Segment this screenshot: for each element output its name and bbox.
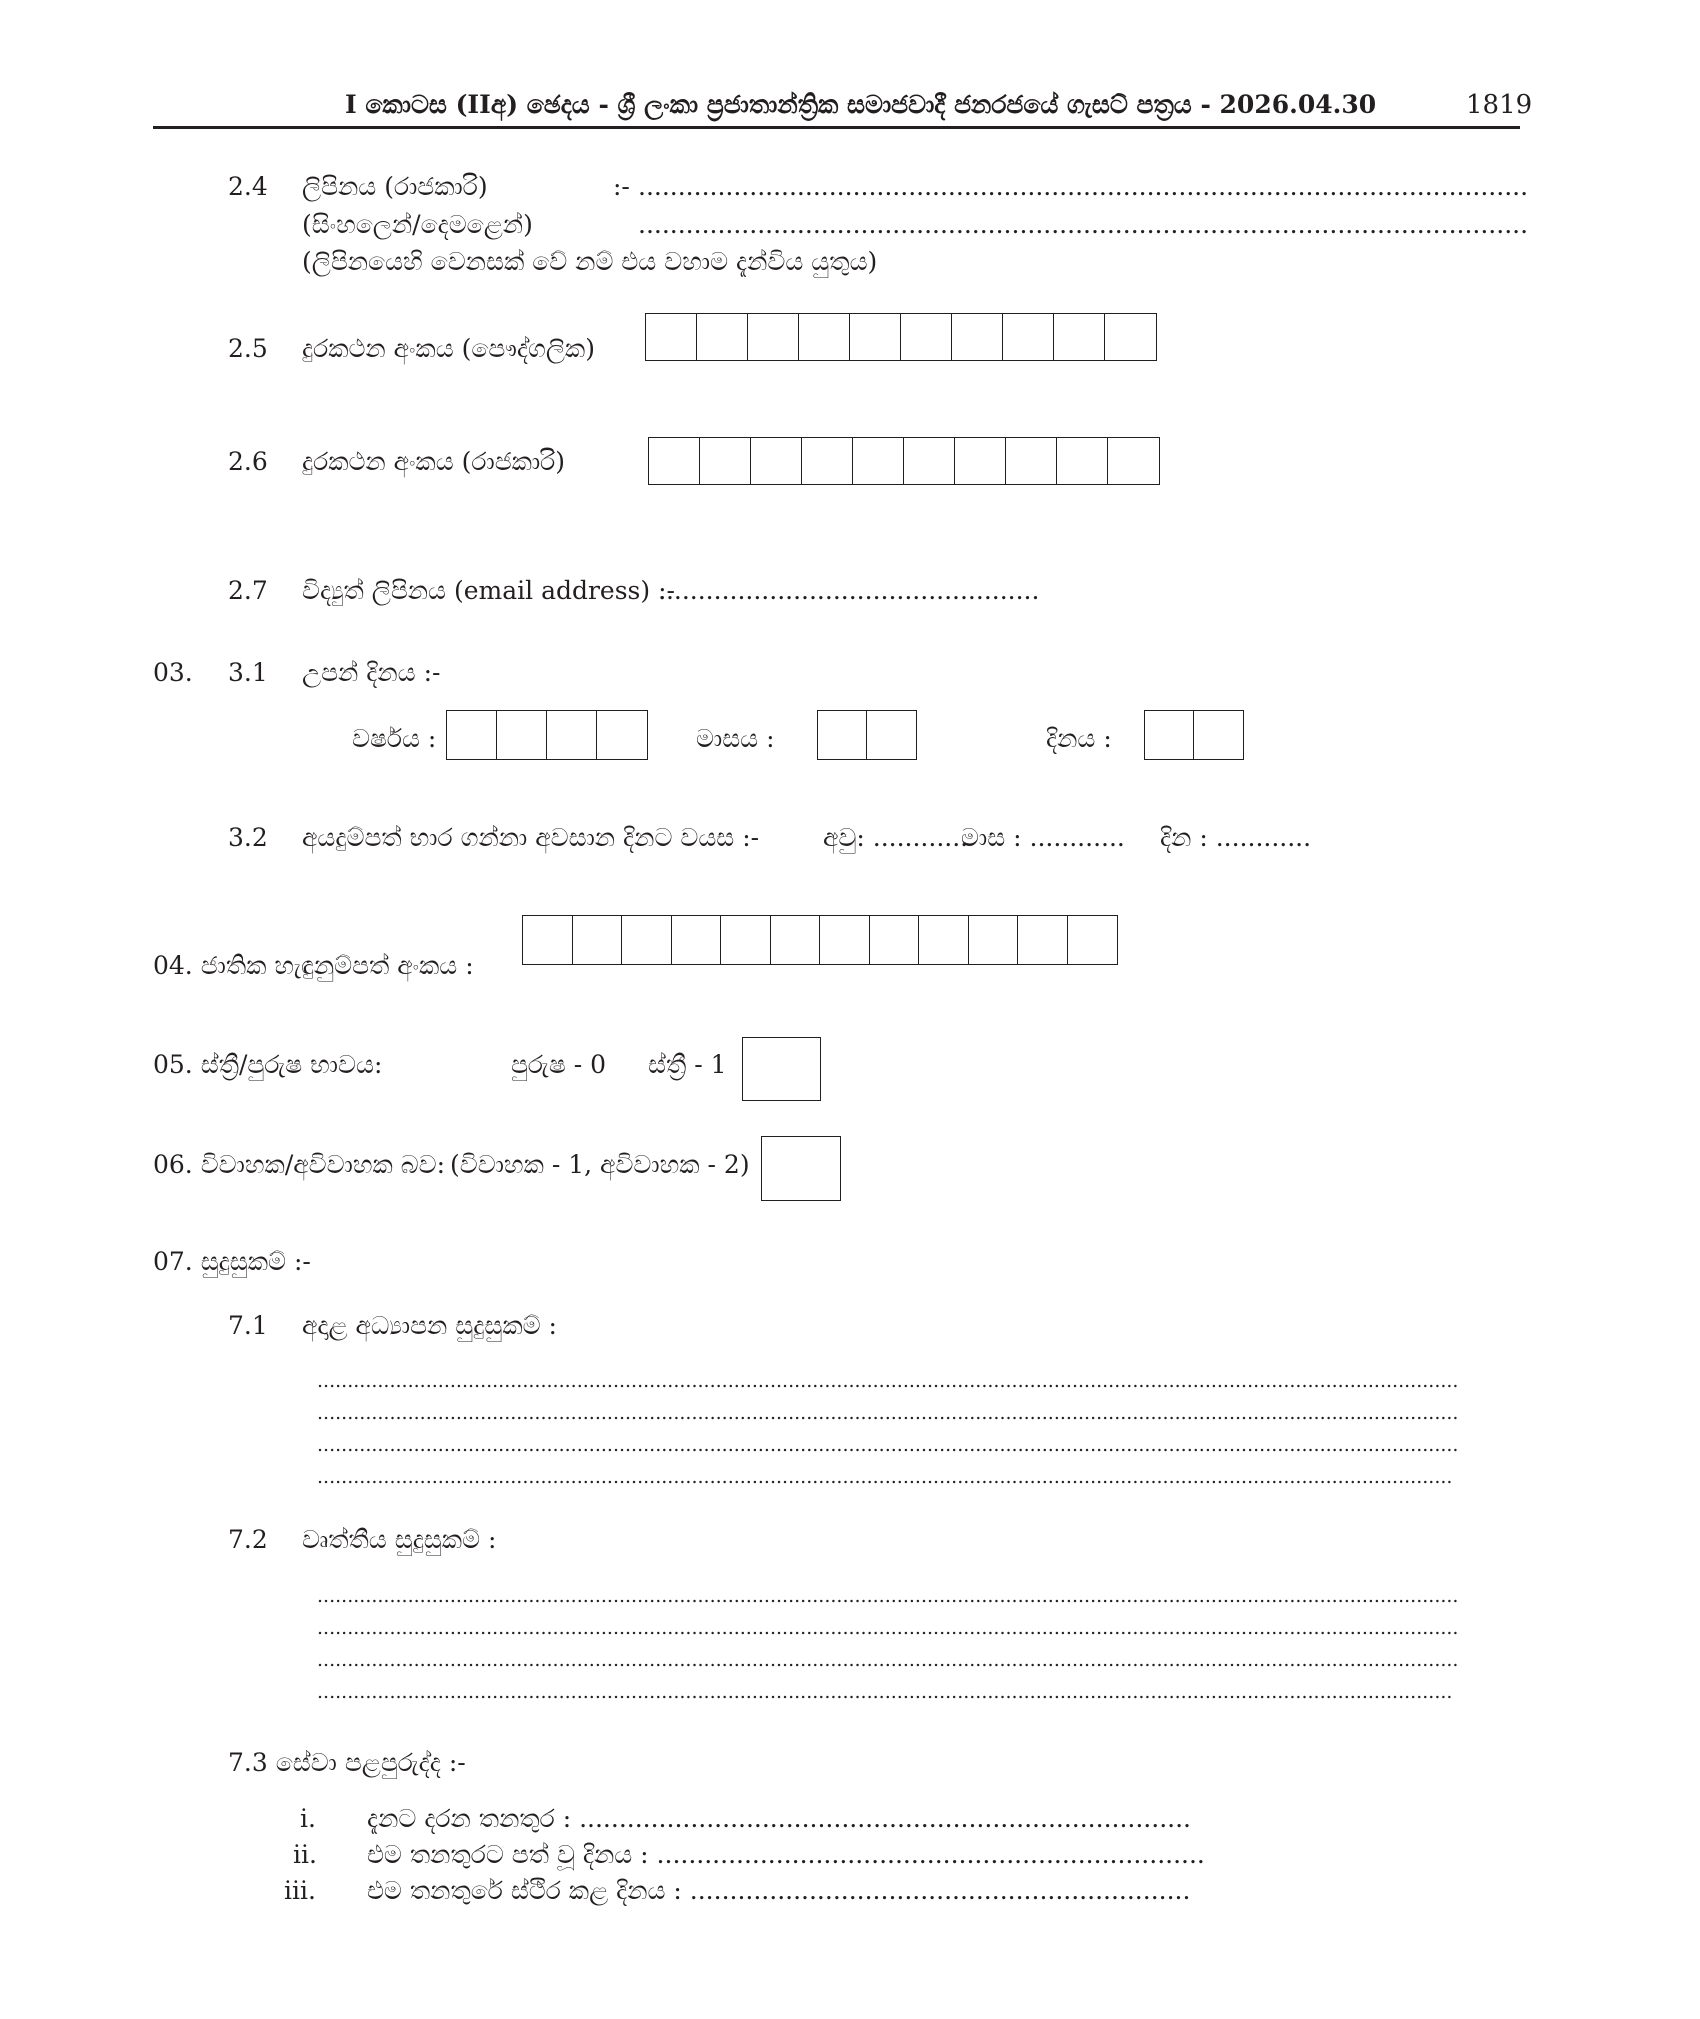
digit-box[interactable] — [799, 314, 850, 360]
digit-box[interactable] — [597, 711, 647, 759]
age-label: අයදුම්පත් භාර ගන්නා අවසාන දිනට වයස :- — [302, 823, 760, 852]
digit-box[interactable] — [850, 314, 901, 360]
digit-box[interactable] — [1018, 916, 1068, 964]
address-change-note: (ලිපිනයෙහි වෙනසක් වේ නම් එය වහාම දැන්විය යුතුය) — [302, 247, 878, 276]
appointment-date-field[interactable]: එම තනතුරට පත් වූ දිනය : ..................................................................... — [367, 1840, 1205, 1869]
day-label: දිනය : — [1046, 724, 1112, 753]
digit-box[interactable] — [1057, 438, 1108, 484]
marital-status-label: 06. විවාහක/අවිවාහක බව: — [153, 1150, 446, 1179]
section-7-2-number: 7.2 — [228, 1525, 268, 1554]
address-separator: :- — [613, 172, 630, 201]
digit-box[interactable] — [547, 711, 597, 759]
confirmation-date-field[interactable]: එම තනතුරේ ස්ථිර කළ දිනය : ............................................................... — [367, 1876, 1191, 1905]
month-boxes[interactable] — [817, 710, 917, 760]
office-phone-boxes[interactable] — [648, 437, 1160, 485]
digit-box[interactable] — [802, 438, 853, 484]
digit-box[interactable] — [1108, 438, 1159, 484]
year-boxes[interactable] — [446, 710, 648, 760]
professional-qualifications-label: වෘත්තීය සුදුසුකම් : — [302, 1525, 497, 1554]
digit-box[interactable] — [1006, 438, 1057, 484]
digit-box[interactable] — [955, 438, 1006, 484]
digit-box[interactable] — [952, 314, 1003, 360]
education-line[interactable]: ............................................................................................................................................................................................ — [317, 1466, 1453, 1488]
gender-label: 05. ස්ත්‍රී/පුරුෂ භාවය: — [153, 1050, 383, 1079]
office-phone-label: දුරකථන අංකය (රාජකාරි) — [302, 447, 566, 476]
header-rule — [153, 126, 1520, 129]
year-label: වර්ෂය : — [352, 724, 437, 753]
digit-box[interactable] — [672, 916, 722, 964]
item-roman-numeral: ii. — [293, 1840, 317, 1869]
gender-male-option: පුරුෂ - 0 — [511, 1050, 606, 1079]
address-language-label: (සිංහලෙන්/දෙමළෙන්) — [302, 210, 533, 239]
digit-box[interactable] — [1003, 314, 1054, 360]
personal-phone-label: දුරකථන අංකය (පෞද්ගලික) — [302, 334, 595, 363]
digit-box[interactable] — [818, 711, 867, 759]
digit-box[interactable] — [523, 916, 573, 964]
digit-box[interactable] — [820, 916, 870, 964]
current-post-field[interactable]: දැනට දරන තනතුර : ............................................................................. — [367, 1804, 1191, 1833]
digit-box[interactable] — [1145, 711, 1194, 759]
section-2-6-number: 2.6 — [228, 447, 268, 476]
education-line[interactable]: ............................................................................................................................................................................................. — [317, 1370, 1459, 1392]
section-2-5-number: 2.5 — [228, 334, 268, 363]
digit-box[interactable] — [853, 438, 904, 484]
professional-line[interactable]: ............................................................................................................................................................................................. — [317, 1649, 1459, 1671]
section-3-number: 03. — [153, 658, 193, 687]
digit-box[interactable] — [1068, 916, 1118, 964]
professional-line[interactable]: ............................................................................................................................................................................................. — [317, 1617, 1459, 1639]
digit-box[interactable] — [622, 916, 672, 964]
digit-box[interactable] — [867, 711, 916, 759]
email-field[interactable]: ................................................ — [658, 576, 1040, 605]
digit-box[interactable] — [649, 438, 700, 484]
month-label: මාසය : — [696, 724, 775, 753]
personal-phone-boxes[interactable] — [645, 313, 1157, 361]
nic-boxes[interactable] — [522, 915, 1118, 965]
education-line[interactable]: ............................................................................................................................................................................................. — [317, 1434, 1459, 1456]
day-boxes[interactable] — [1144, 710, 1244, 760]
gender-box[interactable] — [742, 1037, 821, 1101]
professional-line[interactable]: ............................................................................................................................................................................................. — [317, 1585, 1459, 1607]
digit-box[interactable] — [771, 916, 821, 964]
section-3-2-number: 3.2 — [228, 823, 268, 852]
digit-box[interactable] — [969, 916, 1019, 964]
address-line-2[interactable]: ................................................................................................................ — [638, 210, 1529, 239]
digit-box[interactable] — [700, 438, 751, 484]
digit-box[interactable] — [497, 711, 547, 759]
gazette-header-title: I කොටස (IIඅ) ඡෙදය - ශ්‍රී ලංකා ප්‍රජාතාන්ත්‍රික සමාජවාදී ජනරජයේ ගැසට් පත්‍රය - 2026.04.30 — [345, 90, 1377, 119]
digit-box[interactable] — [447, 711, 497, 759]
education-line[interactable]: ............................................................................................................................................................................................. — [317, 1402, 1459, 1424]
qualifications-heading: 07. සුදුසුකම් :- — [153, 1247, 311, 1276]
item-roman-numeral: i. — [300, 1804, 316, 1833]
digit-box[interactable] — [721, 916, 771, 964]
digit-box[interactable] — [1105, 314, 1156, 360]
digit-box[interactable] — [697, 314, 748, 360]
marital-status-box[interactable] — [761, 1136, 841, 1201]
professional-line[interactable]: ............................................................................................................................................................................................ — [317, 1681, 1453, 1703]
birth-date-label: උපන් දිනය :- — [302, 658, 441, 687]
digit-box[interactable] — [1054, 314, 1105, 360]
digit-box[interactable] — [748, 314, 799, 360]
digit-box[interactable] — [646, 314, 697, 360]
nic-label: 04. ජාතික හැඳුනුම්පත් අංකය : — [153, 951, 474, 980]
digit-box[interactable] — [1194, 711, 1243, 759]
marital-status-options: (විවාහක - 1, අවිවාහක - 2) — [450, 1150, 750, 1179]
section-3-1-number: 3.1 — [228, 658, 268, 687]
address-line-1[interactable]: ................................................................................................................ — [638, 172, 1529, 201]
digit-box[interactable] — [919, 916, 969, 964]
digit-box[interactable] — [751, 438, 802, 484]
age-years-field[interactable]: අවු: ............ — [823, 823, 969, 852]
education-qualifications-label: අදාළ අධ්‍යාපන සුදුසුකම් : — [302, 1311, 557, 1340]
digit-box[interactable] — [901, 314, 952, 360]
address-label: ලිපිනය (රාජකාරි) — [302, 172, 488, 201]
digit-box[interactable] — [870, 916, 920, 964]
page-number: 1819 — [1466, 90, 1533, 120]
gender-female-option: ස්ත්‍රී - 1 — [648, 1050, 727, 1079]
age-days-field[interactable]: දින : ............ — [1160, 823, 1312, 852]
item-roman-numeral: iii. — [284, 1876, 316, 1905]
section-7-1-number: 7.1 — [228, 1311, 268, 1340]
section-2-7-number: 2.7 — [228, 576, 268, 605]
digit-box[interactable] — [573, 916, 623, 964]
age-months-field[interactable]: මාස : ............ — [961, 823, 1125, 852]
digit-box[interactable] — [904, 438, 955, 484]
email-label: විද්‍යුත් ලිපිනය (email address) :- — [302, 576, 675, 605]
section-2-4-number: 2.4 — [228, 172, 268, 201]
service-experience-label: 7.3 සේවා පළපුරුද්ද :- — [228, 1748, 466, 1777]
